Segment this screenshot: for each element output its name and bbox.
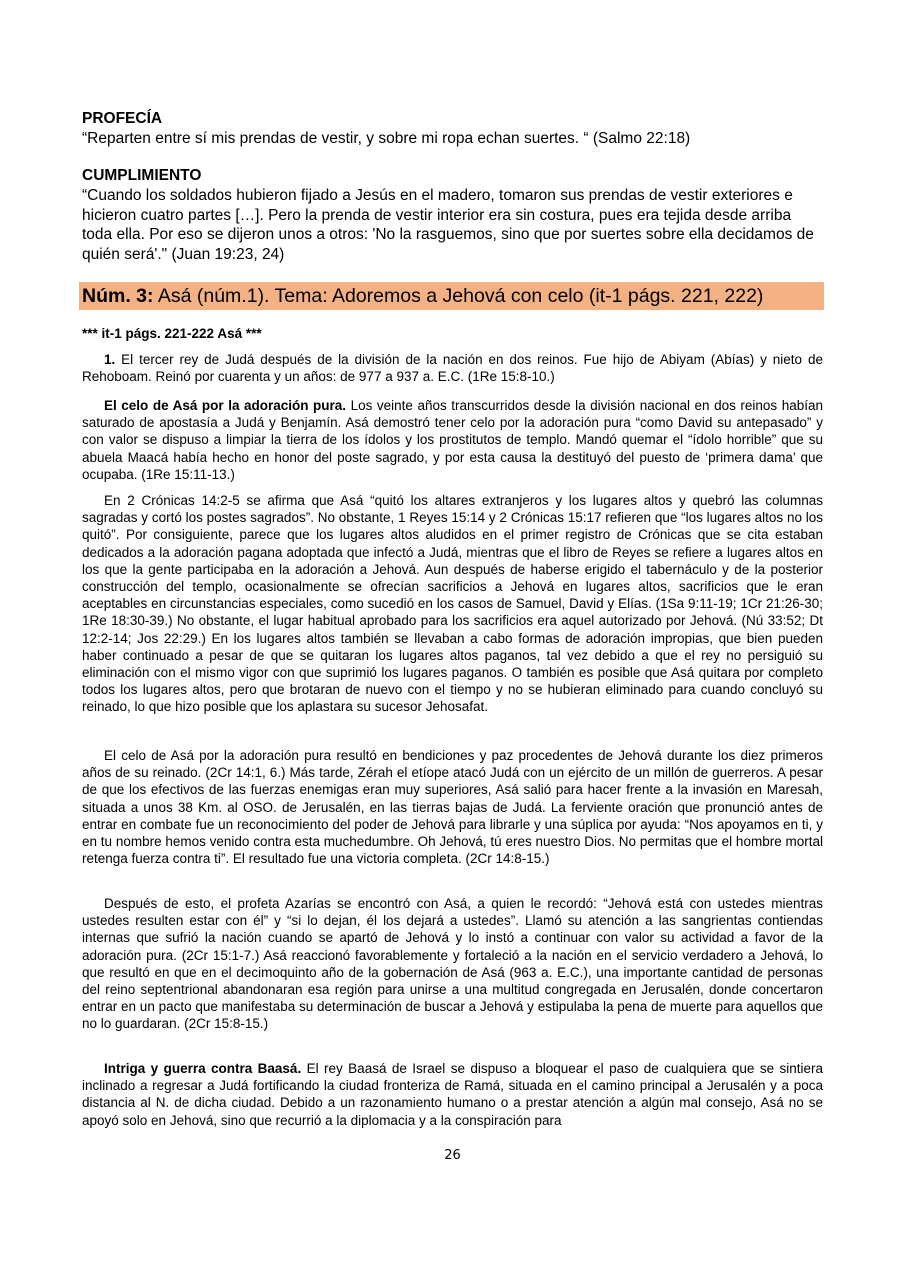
- paragraph-6: [82, 1060, 823, 1129]
- paragraph-1: [82, 351, 823, 385]
- paragraph-text: El rey Baasá de Israel se dispuso a bloquear el paso de cualquiera que se sintiera inclinado a regresar a Judá fortificando la ciudad fronteriza de Ramá, situada en el camino principal a Jerusalén y a poca distancia al N. de dicha ciudad. Debido a un razonamiento humano o a prestar atención a algún mal consejo, Asá no se apoyó solo en Jehová, sino que recurrió a la diplomacia y a la conspiración para: [82, 1061, 823, 1128]
- paragraph-4: [82, 747, 823, 867]
- profecia-title: PROFECÍA: [82, 110, 163, 127]
- paragraph-text: Los veinte años transcurridos desde la división nacional en dos reinos habían saturado de apostasía a Judá y Benjamín. Asá demostró tener celo por la adoración pura “como David su antepasado” y con valor se dispuso a limpiar la tierra de los ídolos y los prostitutos de templo. Mandó quemar el “ídolo horrible” que su abuela Maacá había hecho en honor del poste sagrado, y por esta causa la destituyó del puesto de ‘primera dama’ que ocupaba. (1Re 15:11-13.): [82, 398, 823, 482]
- reference-heading: *** it-1 págs. 221-222 Asá ***: [82, 326, 262, 341]
- banner-label: Núm. 3:: [82, 285, 154, 307]
- cumplimiento-title: CUMPLIMIENTO: [82, 167, 202, 184]
- paragraph-5: [82, 895, 823, 1033]
- paragraph-text: En 2 Crónicas 14:2-5 se afirma que Asá “quitó los altares extranjeros y los lugares altos y quebró las columnas sagradas y cortó los postes sagrados”. No obstante, 1 Reyes 15:14 y 2 Crónicas 15:17 refieren que “los lugares altos no los quitó”. Por consiguiente, parece que los lugares altos aludidos en el primer registro de Crónicas que se cita estaban dedicados a la adoración pagana adoptada que infectó a Judá, mientras que el libro de Reyes se refiere a lugares altos en los que la gente participaba en la adoración a Jehová. Aun después de haberse erigido el tabernáculo y de la posterior construcción del templo, ocasionalmente se ofrecían sacrificios a Jehová en lugares altos, sacrificios que le eran aceptables en circunstancias especiales, como sucedió en los casos de Samuel, David y Elías. (1Sa 9:11-19; 1Cr 21:26-30; 1Re 18:30-39.) No obstante, el lugar habitual aprobado para los sacrificios era aquel autorizado por Jehová. (Nú 33:52; Dt 12:2-14; Jos 22:29.) En los lugares altos también se llevaban a cabo formas de adoración impropias, que bien pueden haber continuado a pesar de que se quitaran los lugares altos paganos, tal vez debido a que el rey no persiguió su eliminación con el mismo vigor con que suprimió los lugares paganos. O también es posible que Asá quitara por completo todos los lugares altos, pero que brotaran de nuevo con el tiempo y no se hubieran eliminado para cuando concluyó su reinado, lo que hizo posible que los aplastara su sucesor Jehosafat.: [82, 493, 823, 715]
- paragraph-lead: El celo de Asá por la adoración pura.: [104, 398, 347, 413]
- section-banner: [79, 282, 824, 310]
- paragraph-2: [82, 397, 823, 483]
- page-number: 26: [444, 1148, 461, 1163]
- paragraph-text: El celo de Asá por la adoración pura resultó en bendiciones y paz procedentes de Jehová durante los diez primeros años de su reinado. (2Cr 14:1, 6.) Más tarde, Zérah el etíope atacó Judá con un ejército de un millón de guerreros. A pesar de que los efectivos de las fuerzas enemigas eran muy superiores, Asá salió para hacer frente a la invasión en Maresah, situada a unos 38 Km. al OSO. de Jerusalén, en las tierras bajas de Judá. La ferviente oración que pronunció antes de entrar en combate fue un reconocimiento del poder de Jehová para librarle y una súplica por ayuda: “Nos apoyamos en ti, y en tu nombre hemos venido contra esta muchedumbre. Oh Jehová, tú eres nuestro Dios. No permitas que el hombre mortal retenga fuerza contra ti”. El resultado fue una victoria completa. (2Cr 14:8-15.): [82, 748, 823, 867]
- paragraph-text: Después de esto, el profeta Azarías se encontró con Asá, a quien le recordó: “Jehová está con ustedes mientras ustedes resulten estar con él” y “si lo dejan, él los dejará a ustedes”. Llamó su atención a las sangrientas contiendas internas que sufrió la nación cuando se apartó de Jehová y lo instó a continuar con valor su actividad a favor de la adoración pura. (2Cr 15:1-7.) Asá reaccionó favorablemente y fortaleció a la nación en el servicio verdadero a Jehová, lo que resultó en que en el decimoquinto año de la gobernación de Asá (963 a. E.C.), una importante cantidad de personas del reino septentrional abandonaran esa región para unirse a una multitud congregada en Jerusalén, donde concertaron entrar en un pacto que manifestaba su determinación de buscar a Jehová y estipulaba la pena de muerte para aquellos que no lo guardaran. (2Cr 15:8-15.): [82, 896, 823, 1032]
- paragraph-lead: 1.: [104, 352, 116, 367]
- banner-text: Asá (núm.1). Tema: Adoremos a Jehová con celo (it-1 págs. 221, 222): [153, 285, 764, 307]
- paragraph-text: El tercer rey de Judá después de la división de la nación en dos reinos. Fue hijo de Abiyam (Abías) y nieto de Rehoboam. Reinó por cuarenta y un años: de 977 a 937 a. E.C. (1Re 15:8-10.): [82, 352, 823, 385]
- paragraph-3: [82, 492, 823, 716]
- paragraph-lead: Intriga y guerra contra Baasá.: [104, 1061, 302, 1076]
- cumplimiento-text: “Cuando los soldados hubieron fijado a Jesús en el madero, tomaron sus prendas de vestir exteriores e hicieron cuatro partes […]. Pero la prenda de vestir interior era sin costura, pues era tejida desde arriba toda ella. Por eso se dijeron unos a otros: 'No la rasguemos, sino que por suertes sobre ella decidamos de quién será'." (Juan 19:23, 24): [82, 187, 814, 263]
- profecia-text: “Reparten entre sí mis prendas de vestir, y sobre mi ropa echan suertes. “ (Salmo 22:18): [82, 130, 691, 147]
